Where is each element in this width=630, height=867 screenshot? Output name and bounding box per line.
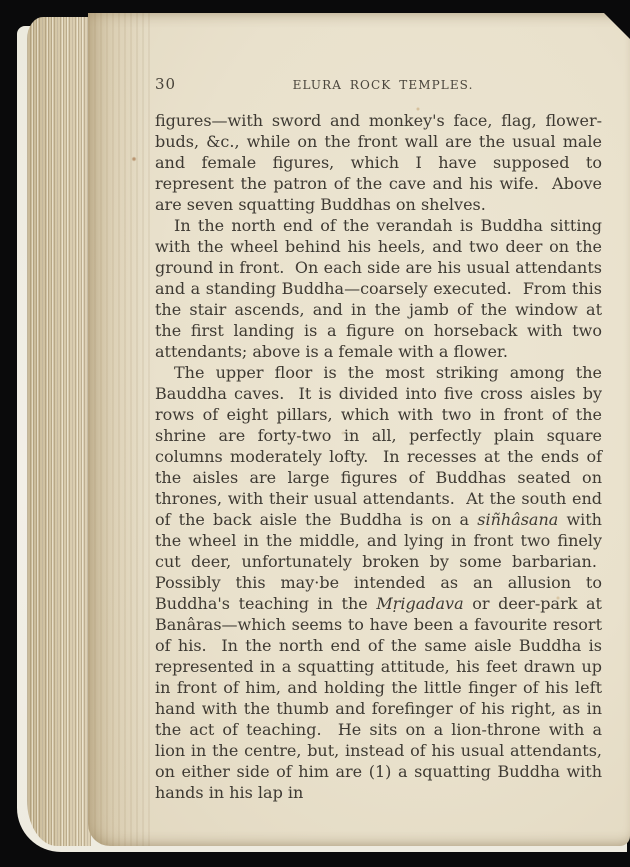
text-segment: figures—with sword and monkey's face, flag, flower-buds, &c., while on the front wall are the usual male and female figures, which I have supposed to represent the patron of the cave and his wife. Above are seven squatting Buddhas on shelves. <box>155 111 602 214</box>
text-segment: The upper floor is the most striking among the Bauddha caves. It is divided into five cross aisles by rows of eight pillars, which with two in front of the shrine are forty-two in all, perfectly plain square columns moderately lofty. In recesses at the ends of the aisles are large figures of Buddhas seated on thrones, with their usual attendants. At the south end of the back aisle the Buddha is on a <box>155 363 602 529</box>
text-block <box>155 110 602 803</box>
page-header <box>155 75 602 93</box>
paragraph <box>155 215 602 362</box>
paragraph <box>155 110 602 215</box>
book-page <box>88 13 630 846</box>
italic-term: siñhâsana <box>477 510 559 529</box>
text-segment: or deer-park at Banâras—which seems to have been a favourite resort of his. In the north end of the same aisle Buddha is represented in a squatting attitude, his feet drawn up in front of him, and holding the little finger of his left hand with the thumb and forefinger of his right, as in the act of teaching. He sits on a lion-throne with a lion in the centre, but, instead of his usual attendants, on either side of him are (1) a squatting Buddha with hands in his lap in <box>155 594 602 802</box>
italic-term: Mṛigadava <box>376 594 464 613</box>
text-segment: with the wheel in the middle, and lying in front two finely cut deer, unfortunately broken by some barbarian. Possibly this may·be intended as an allusion to Buddha's teaching in the <box>155 510 602 613</box>
running-header: ELURA ROCK TEMPLES. <box>292 78 474 92</box>
paragraph <box>155 362 602 803</box>
text-segment: In the north end of the verandah is Buddha sitting with the wheel behind his heels, and two deer on the ground in front. On each side are his usual attendants and a standing Buddha—coarsely executed. From this the stair ascends, and in the jamb of the window at the first landing is a figure on horseback with two attendants; above is a female with a flower. <box>155 216 602 361</box>
page-stack-edges <box>27 17 91 846</box>
page-number: 30 <box>155 75 177 93</box>
